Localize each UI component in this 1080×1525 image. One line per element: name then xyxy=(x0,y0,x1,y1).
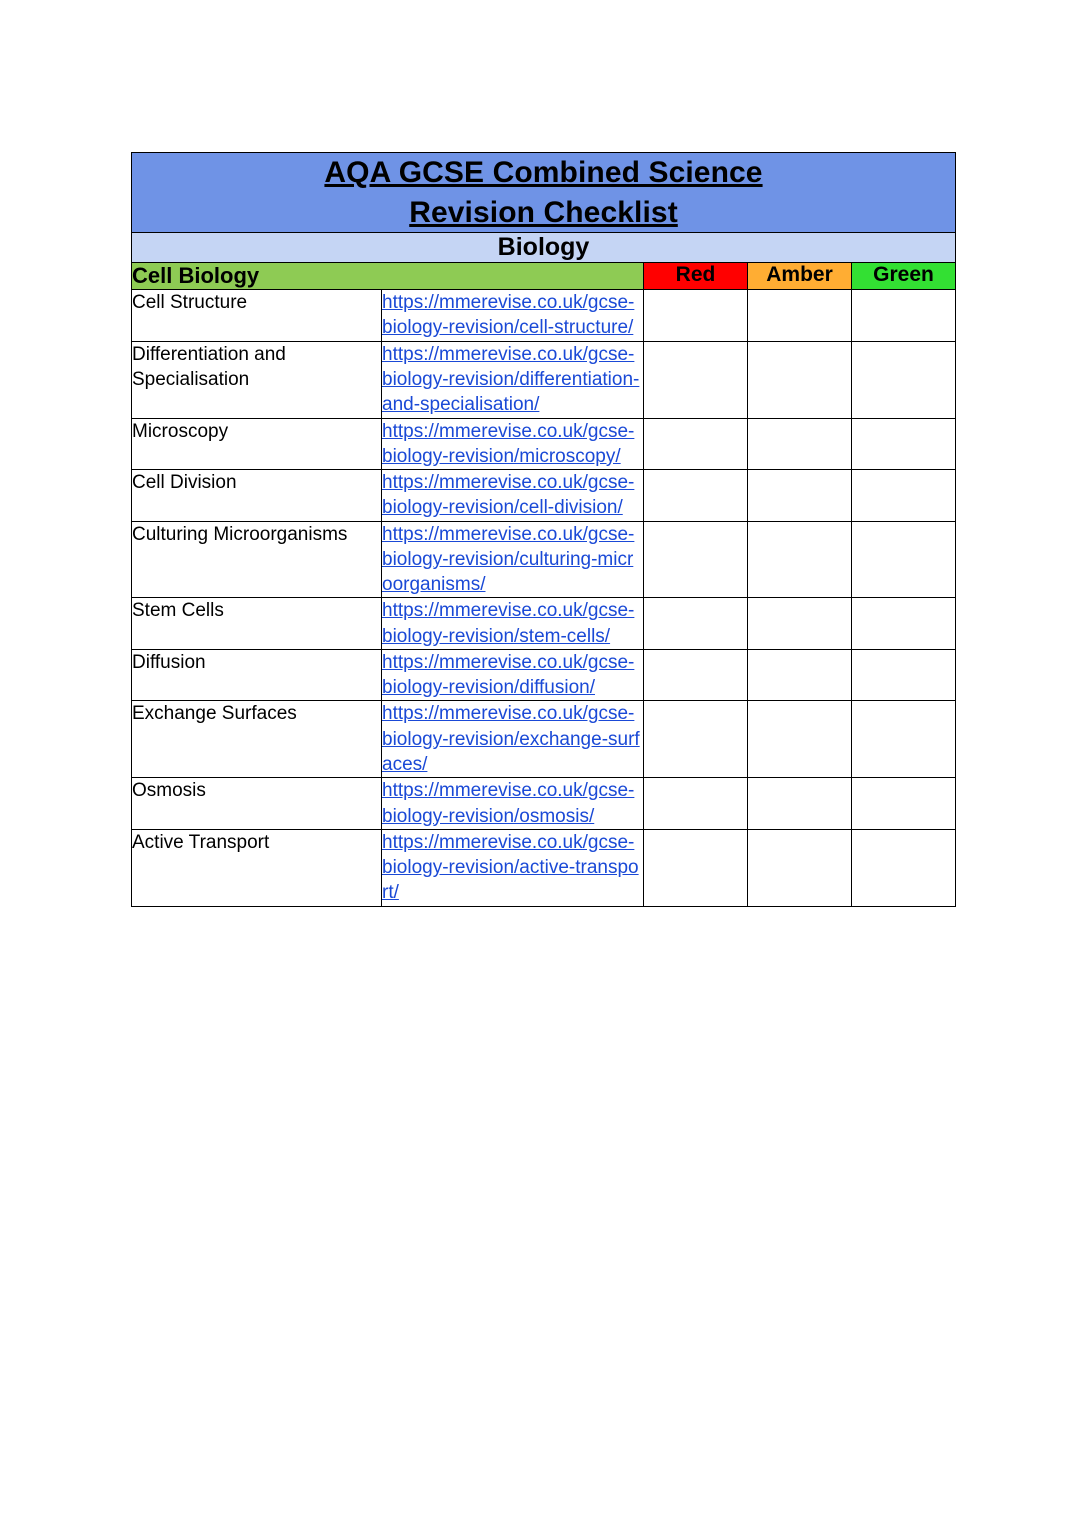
rag-cell-green[interactable] xyxy=(852,290,956,342)
rag-cell-red[interactable] xyxy=(644,598,748,650)
table-row xyxy=(132,649,956,701)
rag-amber-label: Amber xyxy=(766,263,833,287)
topic-label: Cell Structure xyxy=(132,292,248,314)
rag-cell-amber[interactable] xyxy=(748,341,852,418)
topic-cell xyxy=(132,649,382,701)
topic-label: Exchange Surfaces xyxy=(132,703,297,725)
rag-cell-green[interactable] xyxy=(852,418,956,470)
link-cell[interactable] xyxy=(382,418,644,470)
table-row xyxy=(132,470,956,522)
subject-header xyxy=(132,233,956,263)
table-row xyxy=(132,418,956,470)
rag-header-red xyxy=(644,263,748,290)
topic-cell xyxy=(132,418,382,470)
link-cell[interactable] xyxy=(382,649,644,701)
link-cell[interactable] xyxy=(382,290,644,342)
rag-cell-green[interactable] xyxy=(852,598,956,650)
link-cell[interactable] xyxy=(382,778,644,830)
topic-label: Culturing Microorganisms xyxy=(132,523,348,545)
topic-cell xyxy=(132,521,382,598)
link-cell[interactable] xyxy=(382,341,644,418)
topic-cell xyxy=(132,290,382,342)
rag-cell-red[interactable] xyxy=(644,649,748,701)
revision-link[interactable]: https://mmerevise.co.uk/gcse-biology-revision/cell-division/ xyxy=(382,472,635,519)
topic-cell xyxy=(132,701,382,778)
rag-cell-green[interactable] xyxy=(852,470,956,522)
revision-link[interactable]: https://mmerevise.co.uk/gcse-biology-revision/microscopy/ xyxy=(382,420,635,467)
topic-label: Osmosis xyxy=(132,780,206,802)
rag-cell-amber[interactable] xyxy=(748,290,852,342)
revision-link[interactable]: https://mmerevise.co.uk/gcse-biology-revision/stem-cells/ xyxy=(382,600,635,647)
rag-cell-amber[interactable] xyxy=(748,470,852,522)
title-line-1: AQA GCSE Combined Science xyxy=(324,156,763,189)
table-row xyxy=(132,598,956,650)
section-title-cell xyxy=(132,263,644,290)
section-title: Cell Biology xyxy=(132,263,260,289)
revision-link[interactable]: https://mmerevise.co.uk/gcse-biology-revision/exchange-surfaces/ xyxy=(382,703,640,775)
table-row xyxy=(132,521,956,598)
topic-label: Microscopy xyxy=(132,420,229,442)
topic-label: Active Transport xyxy=(132,831,270,853)
rag-cell-amber[interactable] xyxy=(748,649,852,701)
rag-cell-amber[interactable] xyxy=(748,418,852,470)
rag-cell-red[interactable] xyxy=(644,778,748,830)
rag-cell-amber[interactable] xyxy=(748,778,852,830)
topic-cell xyxy=(132,778,382,830)
topic-label: Differentiation and Specialisation xyxy=(132,343,286,390)
revision-checklist-table xyxy=(131,152,956,907)
topic-label: Diffusion xyxy=(132,651,206,673)
link-cell[interactable] xyxy=(382,829,644,906)
revision-link[interactable]: https://mmerevise.co.uk/gcse-biology-revision/differentiation-and-specialisation/ xyxy=(382,343,640,416)
topic-label: Stem Cells xyxy=(132,600,224,622)
rag-cell-amber[interactable] xyxy=(748,521,852,598)
table-row xyxy=(132,341,956,418)
link-cell[interactable] xyxy=(382,521,644,598)
link-cell[interactable] xyxy=(382,701,644,778)
link-cell[interactable] xyxy=(382,598,644,650)
rag-cell-green[interactable] xyxy=(852,341,956,418)
topic-cell xyxy=(132,341,382,418)
table-row xyxy=(132,829,956,906)
rag-cell-red[interactable] xyxy=(644,521,748,598)
table-row xyxy=(132,701,956,778)
topic-cell xyxy=(132,598,382,650)
title-row xyxy=(132,153,956,233)
rag-cell-amber[interactable] xyxy=(748,701,852,778)
rag-cell-green[interactable] xyxy=(852,649,956,701)
rag-cell-amber[interactable] xyxy=(748,829,852,906)
rag-cell-green[interactable] xyxy=(852,701,956,778)
rag-cell-amber[interactable] xyxy=(748,598,852,650)
title-line-2: Revision Checklist xyxy=(409,195,678,229)
subject-row xyxy=(132,233,956,263)
revision-link[interactable]: https://mmerevise.co.uk/gcse-biology-revision/diffusion/ xyxy=(382,651,635,699)
rag-cell-green[interactable] xyxy=(852,829,956,906)
revision-link[interactable]: https://mmerevise.co.uk/gcse-biology-revision/active-transport/ xyxy=(382,831,639,904)
rag-header-amber xyxy=(748,263,852,290)
rag-cell-green[interactable] xyxy=(852,521,956,598)
revision-link[interactable]: https://mmerevise.co.uk/gcse-biology-revision/culturing-microorganisms/ xyxy=(382,523,635,596)
rag-green-label: Green xyxy=(873,263,934,287)
rag-cell-red[interactable] xyxy=(644,829,748,906)
table-row xyxy=(132,778,956,830)
rag-red-label: Red xyxy=(675,263,716,287)
link-cell[interactable] xyxy=(382,470,644,522)
subject-label: Biology xyxy=(497,233,590,262)
topic-label: Cell Division xyxy=(132,472,237,494)
rag-cell-red[interactable] xyxy=(644,418,748,470)
rag-header-green xyxy=(852,263,956,290)
rag-cell-red[interactable] xyxy=(644,470,748,522)
rag-cell-red[interactable] xyxy=(644,290,748,342)
revision-link[interactable]: https://mmerevise.co.uk/gcse-biology-revision/cell-structure/ xyxy=(382,292,635,339)
topic-cell xyxy=(132,829,382,906)
document-title xyxy=(132,153,956,233)
rag-cell-green[interactable] xyxy=(852,778,956,830)
section-header-row xyxy=(132,263,956,290)
table-row xyxy=(132,290,956,342)
rag-cell-red[interactable] xyxy=(644,341,748,418)
revision-link[interactable]: https://mmerevise.co.uk/gcse-biology-revision/osmosis/ xyxy=(382,780,635,827)
rag-cell-red[interactable] xyxy=(644,701,748,778)
topic-cell xyxy=(132,470,382,522)
